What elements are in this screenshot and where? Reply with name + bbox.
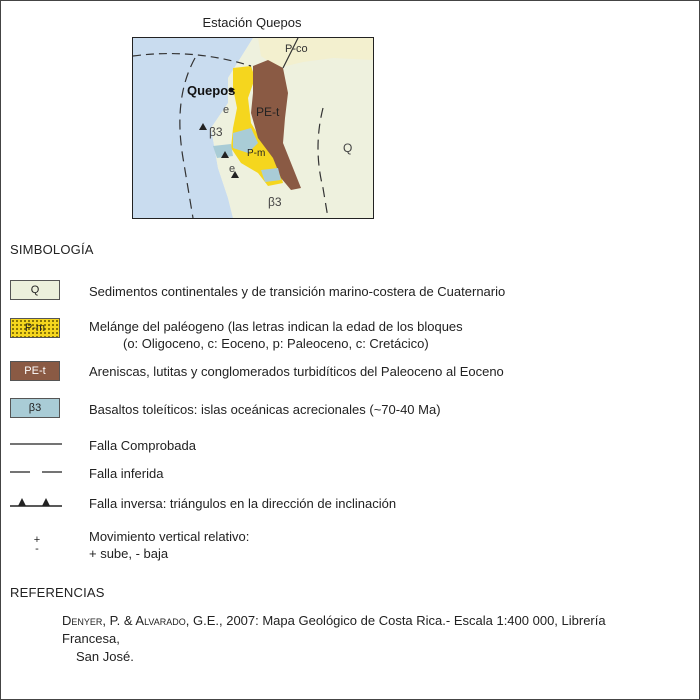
movement-minus: - <box>35 543 39 555</box>
reference-line1 <box>62 612 662 648</box>
legend-text-pm-line1: Melánge del paléogeno (las letras indican la edad de los bloques <box>89 319 463 334</box>
legend-text-pm <box>89 318 463 352</box>
label-pco: P-co <box>285 43 308 55</box>
legend-text-reverse-fault: Falla inversa: triángulos en la dirección de inclinación <box>89 496 397 511</box>
legend-text-proven-fault: Falla Comprobada <box>89 438 196 453</box>
legend-swatch-pet: PE-t <box>10 361 60 381</box>
legend-text-pm-line2: (o: Oligoceno, c: Eoceno, p: Paleoceno, c: Cretácico) <box>123 336 429 351</box>
label-b3-1: β3 <box>209 125 223 139</box>
legend-text-q: Sedimentos continentales y de transición marino-costera de Cuaternario <box>89 284 506 299</box>
movement-symbol <box>30 536 44 554</box>
reference-entry <box>62 612 662 666</box>
legend-text-b3: Basaltos toleíticos: islas oceánicas acrecionales (~70-40 Ma) <box>89 402 441 417</box>
label-b3-2: β3 <box>268 195 282 209</box>
label-e-2: e <box>229 163 236 175</box>
reference-line2: San José. <box>76 649 134 664</box>
legend-heading: SIMBOLOGÍA <box>10 242 94 257</box>
movement-line1: Movimiento vertical relativo: <box>89 529 250 544</box>
legend-text-movement <box>89 528 249 562</box>
legend-swatch-pm: P-m <box>10 318 60 338</box>
map-title: Estación Quepos <box>202 15 302 30</box>
legend-text-pet: Areniscas, lutitas y conglomerados turbidíticos del Paleoceno al Eoceno <box>89 364 504 379</box>
label-e-1: e <box>223 104 230 116</box>
movement-plus: + <box>33 534 41 546</box>
town-label: Quepos <box>187 83 236 98</box>
legend-swatch-b3: β3 <box>10 398 60 418</box>
references-heading: REFERENCIAS <box>10 585 105 600</box>
label-pet: PE-t <box>256 105 280 119</box>
geologic-map <box>132 37 374 219</box>
reference-authors: Denyer, P. & Alvarado, G.E. <box>62 613 219 628</box>
reference-rest: , 2007: Mapa Geológico de Costa Rica.- Escala 1:400 000, Librería Francesa, <box>62 613 606 646</box>
legend-text-inferred-fault: Falla inferida <box>89 466 164 481</box>
movement-line2: + sube, - baja <box>89 546 169 561</box>
proven-fault-symbol <box>10 437 62 451</box>
map-canvas <box>133 38 373 218</box>
legend-swatch-q: Q <box>10 280 60 300</box>
label-q: Q <box>343 141 353 155</box>
label-pm: P-m <box>247 148 266 159</box>
reverse-fault-symbol <box>10 494 62 508</box>
inferred-fault-symbol <box>10 465 62 479</box>
